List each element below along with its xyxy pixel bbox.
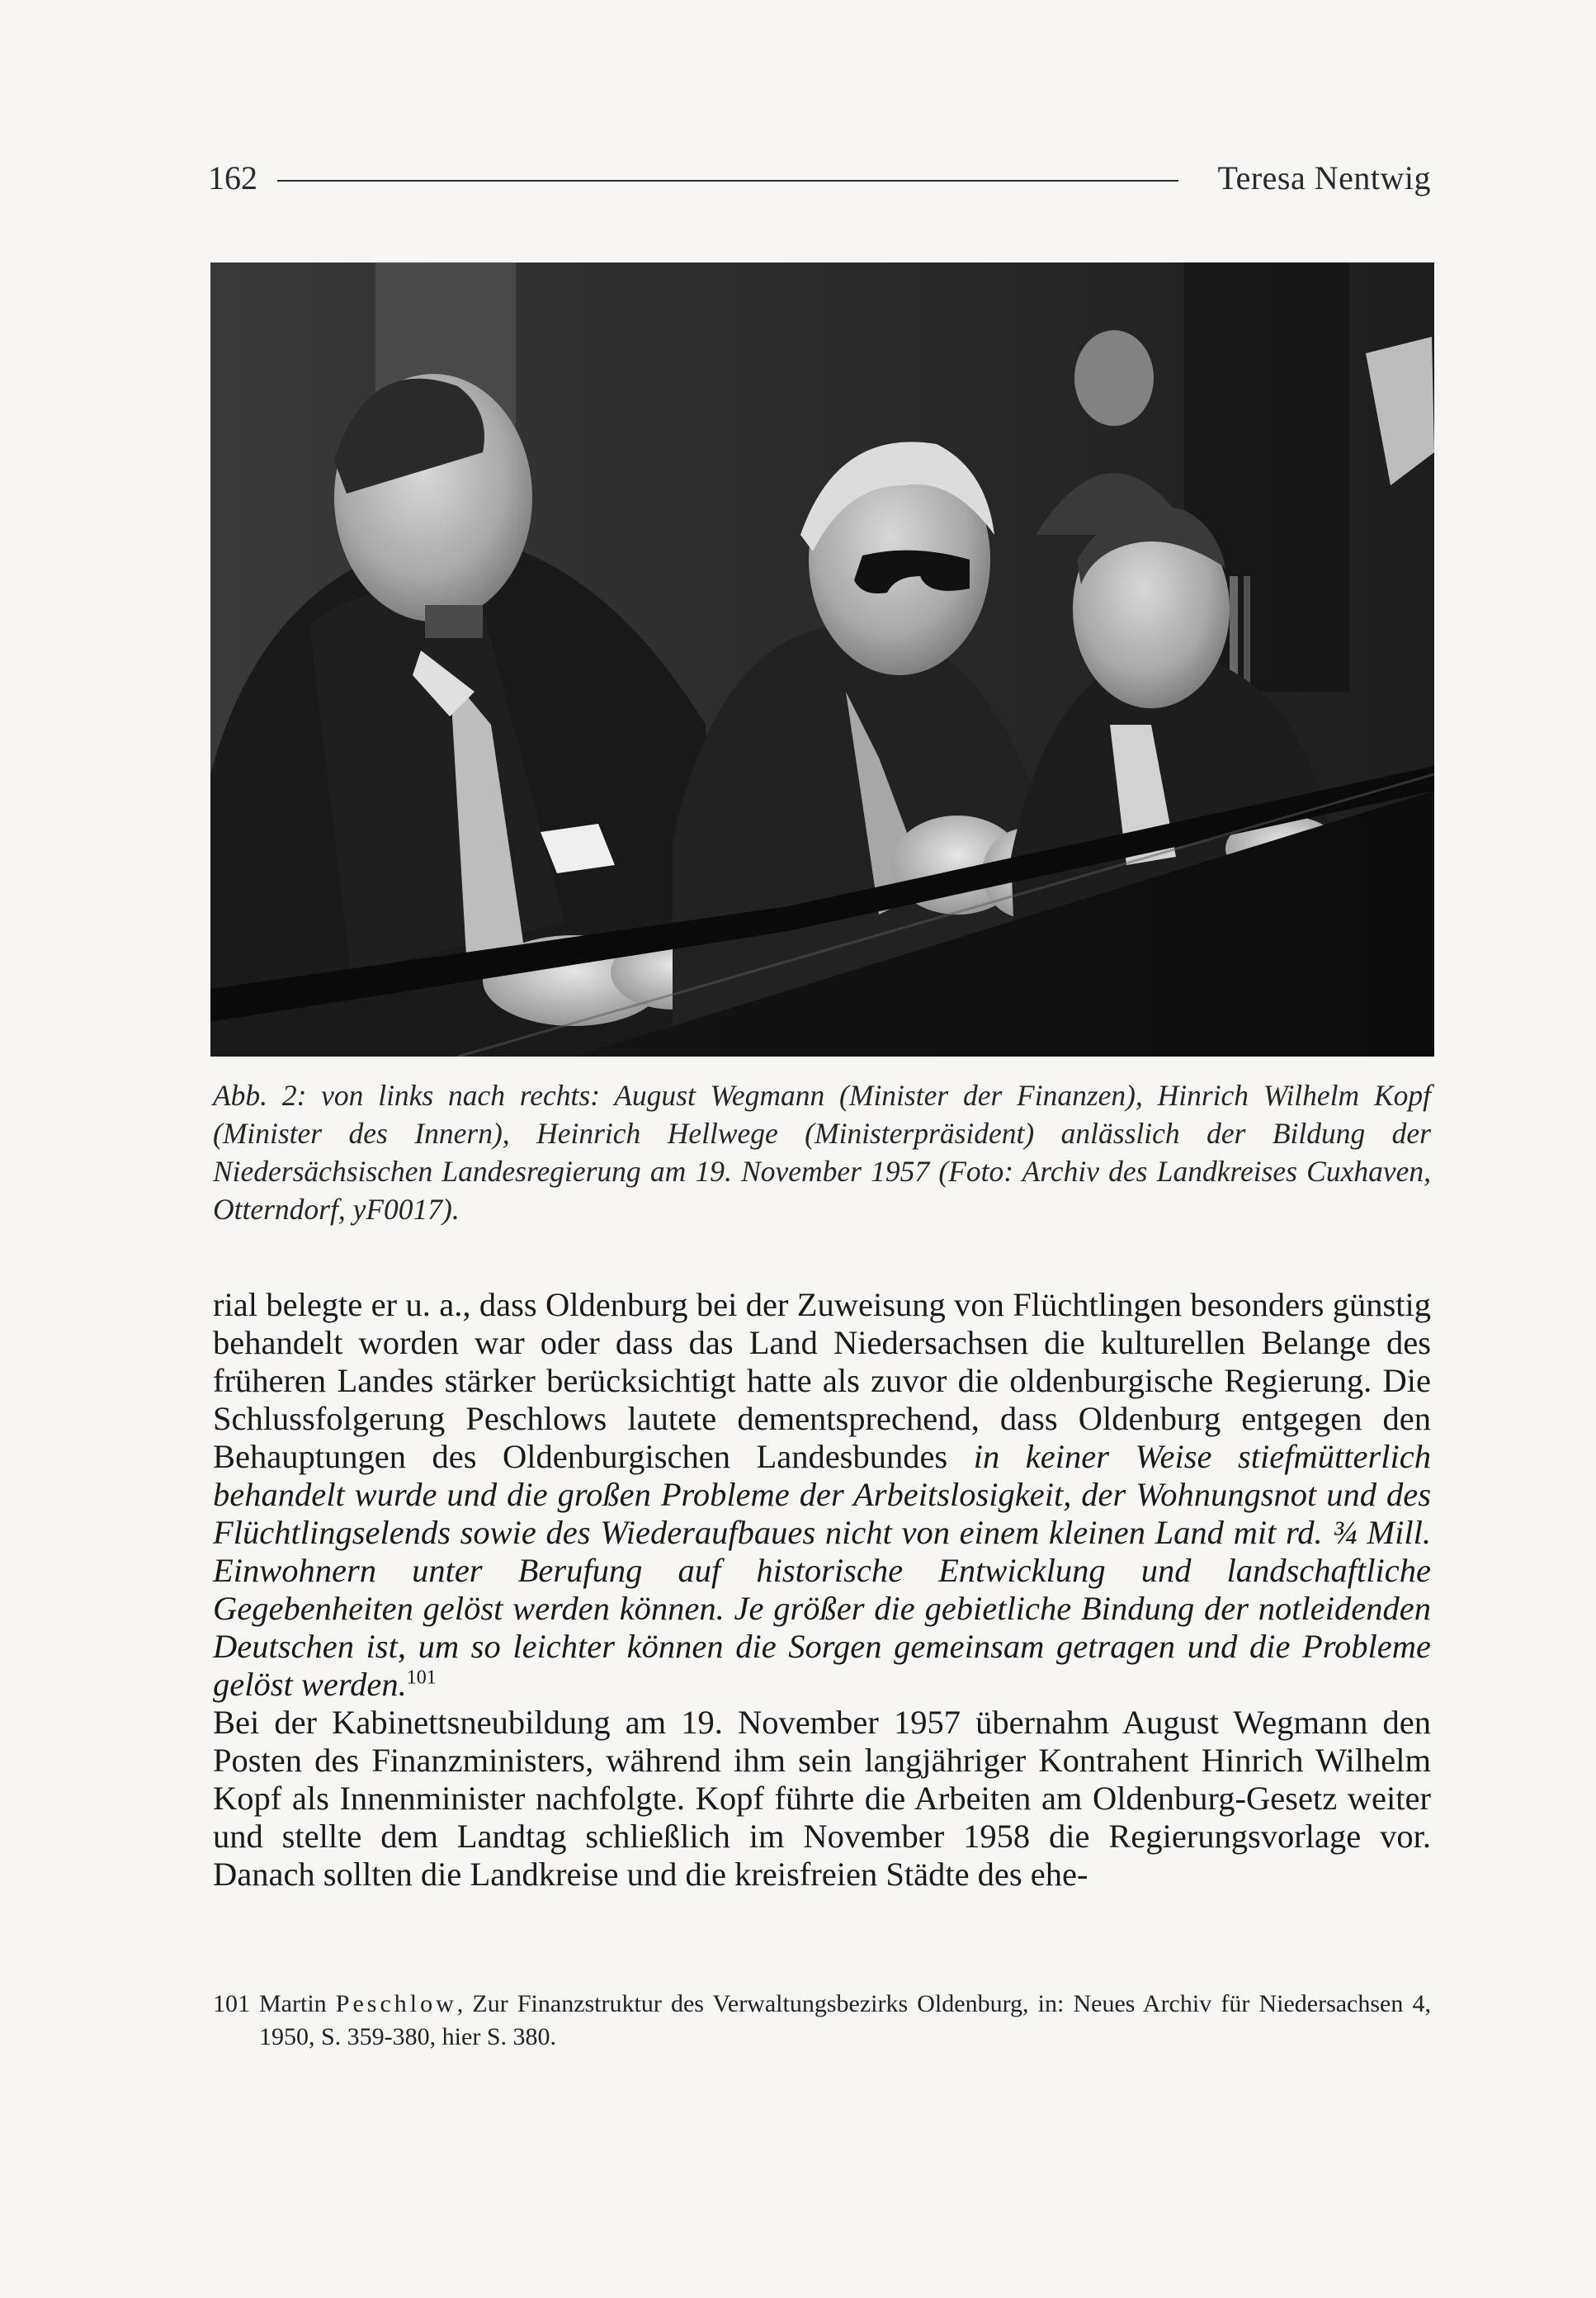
- paragraph-1: [213, 1286, 1431, 1704]
- body-text: [213, 1286, 1431, 1894]
- footnote-citation: , Zur Finanzstruktur des Verwaltungsbezirks Oldenburg, in: Neues Archiv für Niedersachsen 4, 1950, S. 359-380, hier S. 380.: [259, 1990, 1431, 2050]
- page-number: 162: [208, 159, 257, 196]
- footnote-author-last: Peschlow: [335, 1990, 457, 2017]
- paragraph-2: Bei der Kabinettsneubildung am 19. November 1957 übernahm August Wegmann den Posten des Finanzministers, während ihm sein langjähriger Kontrahent Hinrich Wilhelm Kopf als Innenminister nachfolgte. Kopf führte die Arbeiten am Oldenburg-Gesetz weiter und stellte dem Landtag schließlich im November 1958 die Regierungsvorlage vor. Danach sollten die Landkreise und die kreisfreien Städte des ehe-: [213, 1704, 1431, 1893]
- figure-photo: [210, 262, 1434, 1057]
- footnote-text: [259, 1988, 1431, 2054]
- running-head-author: Teresa Nentwig: [1217, 159, 1431, 196]
- figure-caption: Abb. 2: von links nach rechts: August Wegmann (Minister der Finanzen), Hinrich Wilhelm Kopf (Minister des Innern), Heinrich Hellwege (Ministerpräsident) anlässlich der Bildung der Niedersächsischen Landesregierung am 19. November 1957 (Foto: Archiv des Landkreises Cuxhaven, Otterndorf, yF0017).: [213, 1079, 1431, 1226]
- photo-illustration: [210, 262, 1434, 1057]
- footnote-number: 101: [213, 1990, 250, 2017]
- footnote-reference: 101: [406, 1667, 437, 1689]
- footnote: [213, 1988, 1431, 2054]
- footnote-author-first: Martin: [259, 1990, 336, 2017]
- paragraph-1-text: rial belegte er u. a., dass Oldenburg bei der Zuweisung von Flüchtlingen besonders günstig behandelt worden war oder dass das Land Niedersachsen die kulturellen Belange des früheren Landes stärker berücksichtigt hatte als zuvor die oldenburgische Regierung. Die Schlussfolgerung Peschlows lautete dementsprechend, dass Oldenburg entgegen den Behauptungen des Oldenburgischen Landesbundes: [213, 1286, 1431, 1475]
- peschlow-quotation: in keiner Weise stiefmütterlich behandelt wurde und die großen Probleme der Arbeitslosigkeit, der Wohnungsnot und des Flüchtlingselends sowie des Wiederaufbaues nicht von einem kleinen Land mit rd. ¾ Mill. Einwohnern unter Berufung auf historische Entwicklung und landschaftliche Gegebenheiten gelöst werden können. Je größer die gebietliche Bindung der notleidenden Deutschen ist, um so leichter können die Sorgen gemeinsam getragen und die Probleme gelöst werden.: [213, 1438, 1431, 1703]
- running-header: [208, 155, 1431, 201]
- header-rule: [277, 180, 1178, 182]
